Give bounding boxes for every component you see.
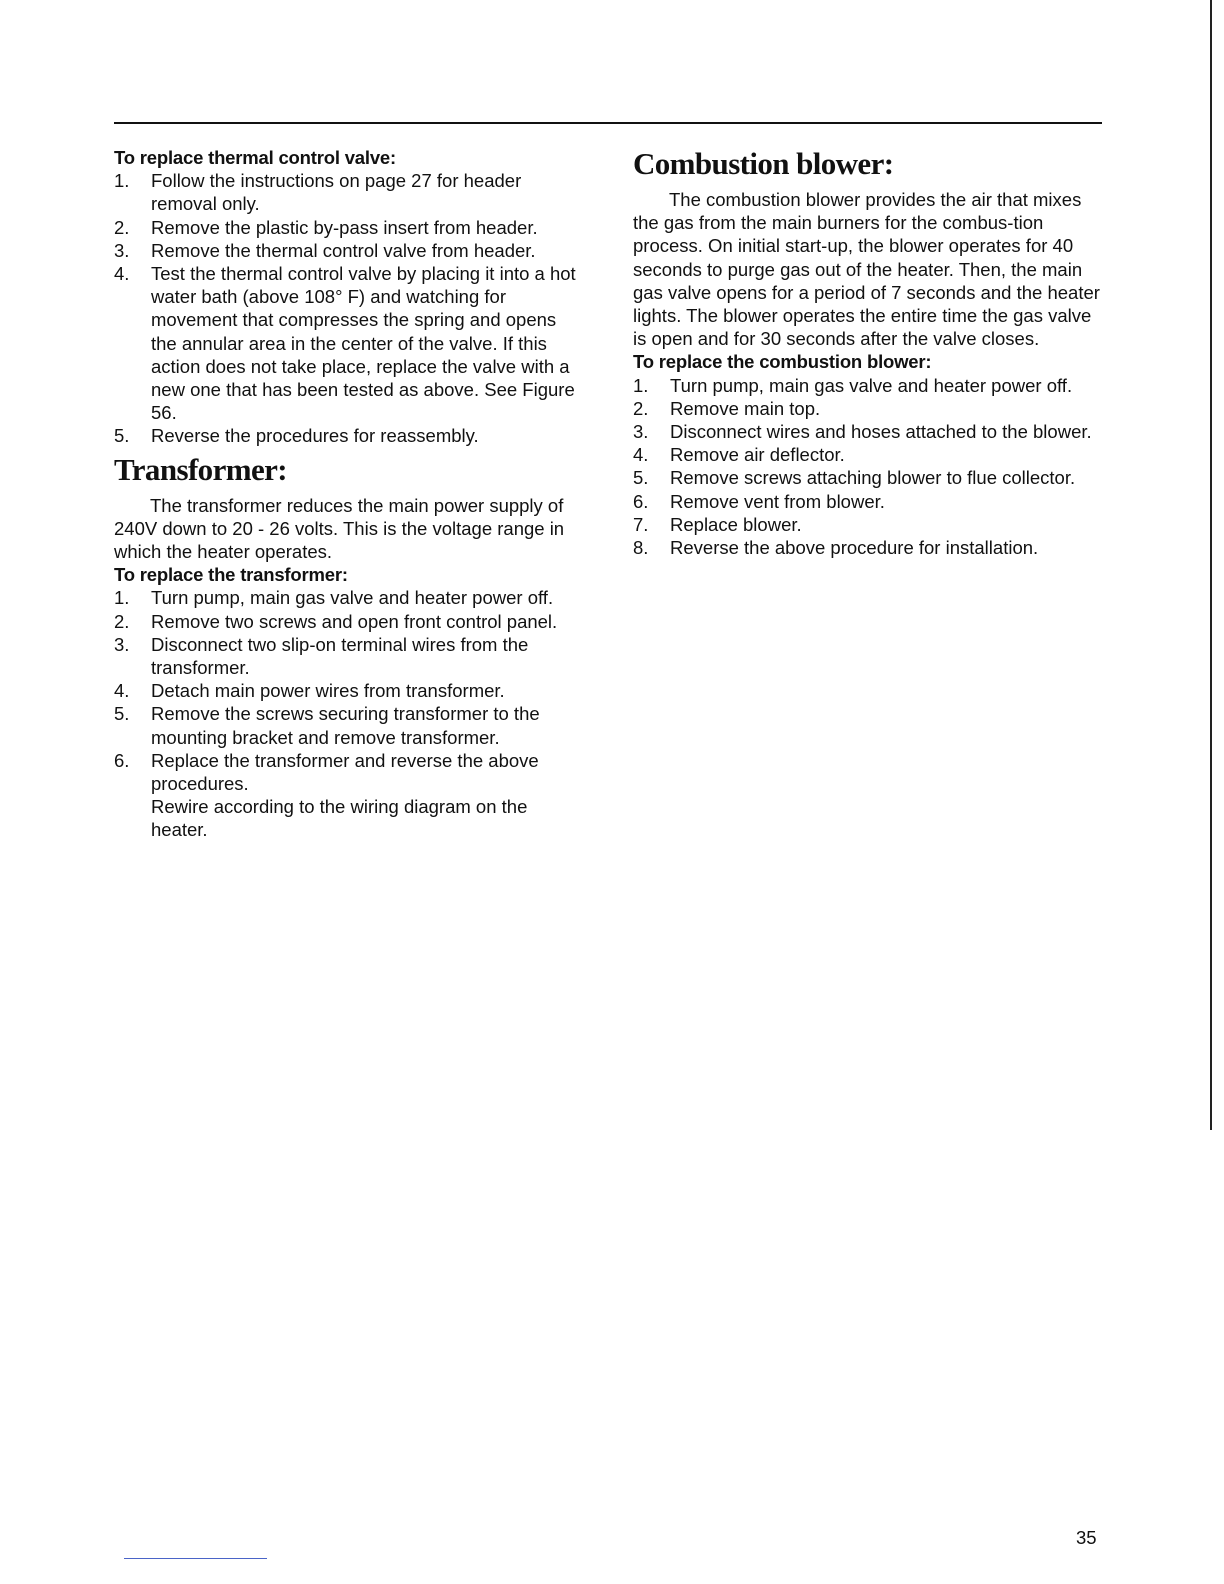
list-item — [114, 633, 584, 679]
step-text: Reverse the procedures for reassembly. — [151, 425, 479, 447]
step-number: 4. — [114, 680, 130, 702]
step-text: Remove main top. — [670, 397, 821, 419]
step-number: 7. — [633, 513, 649, 535]
step-text: Disconnect wires and hoses attached to the blower. — [670, 421, 1092, 443]
page-number: 35 — [1076, 1527, 1097, 1548]
blower-replace-heading: To replace the combustion blower: — [633, 351, 932, 373]
step-text: Detach main power wires from transformer. — [151, 680, 505, 702]
step-text: Test the thermal control valve by placing it into a hot water bath (above 108° F) and watching for movement that compresses the spring and opens the annular area in the center of the valve. If this action does not take place, replace the valve with a new one that has been tested as above. See Figure 56. — [151, 263, 576, 424]
step-text: Follow the instructions on page 27 for header removal only. — [151, 170, 522, 215]
transformer-section-title: Transformer: — [114, 451, 287, 487]
list-item — [633, 536, 1103, 559]
list-item — [633, 490, 1103, 513]
step-number: 3. — [114, 633, 130, 655]
step-number: 1. — [114, 587, 130, 609]
list-item — [114, 679, 584, 702]
list-item — [114, 216, 584, 239]
step-text: Remove air deflector. — [670, 444, 845, 466]
step-text: Remove the plastic by-pass insert from header. — [151, 216, 538, 238]
page-edge-line — [1210, 0, 1212, 1130]
step-text: Reverse the above procedure for installation. — [670, 537, 1039, 559]
valve-replace-heading: To replace thermal control valve: — [114, 147, 396, 168]
list-item — [633, 466, 1103, 489]
step-number: 3. — [114, 239, 130, 261]
step-number: 5. — [114, 425, 130, 447]
step-number: 3. — [633, 421, 649, 443]
list-item — [114, 239, 584, 262]
right-column — [633, 146, 1103, 559]
step-number: 5. — [633, 467, 649, 489]
list-item — [114, 424, 584, 447]
list-item — [114, 586, 584, 609]
step-text: Remove the thermal control valve from header. — [151, 239, 536, 261]
step-text: Replace the transformer and reverse the above procedures. — [151, 749, 539, 795]
step-number: 1. — [633, 374, 649, 396]
transformer-intro: The transformer reduces the main power supply of 240V down to 20 - 26 volts. This is the voltage range in which the heater operates. — [114, 494, 565, 563]
step-text: Remove the screws securing transformer to the mounting bracket and remove transformer. — [151, 703, 540, 748]
step-number: 2. — [114, 610, 130, 632]
list-item — [633, 397, 1103, 420]
header-rule — [114, 122, 1102, 124]
list-item — [114, 702, 584, 748]
step-text: Turn pump, main gas valve and heater power off. — [670, 374, 1073, 396]
step-number: 4. — [633, 444, 649, 466]
step-number: 8. — [633, 537, 649, 559]
left-column — [114, 146, 584, 842]
step-number: 1. — [114, 170, 130, 192]
step-number: 4. — [114, 263, 130, 285]
step-number: 6. — [633, 490, 649, 512]
step-text: Disconnect two slip-on terminal wires from the transformer. — [151, 633, 529, 679]
transformer-steps-list — [114, 586, 584, 795]
list-item — [114, 610, 584, 633]
blower-intro: The combustion blower provides the air that mixes the gas from the main burners for the combus-tion process. On initial start-up, the blower operates for 40 seconds to purge gas out of the heater. Then, the main gas valve opens for a period of 7 seconds and the heater lights. The blower operates the entire time the gas valve is open and for 30 seconds after the valve closes. — [633, 189, 1100, 350]
step-text: Remove screws attaching blower to flue collector. — [670, 467, 1076, 489]
step-text: Replace blower. — [670, 513, 802, 535]
step-number: 2. — [633, 397, 649, 419]
step-number: 5. — [114, 703, 130, 725]
valve-steps-list — [114, 169, 584, 447]
blower-section-title: Combustion blower: — [633, 146, 894, 181]
blower-steps-list — [633, 374, 1103, 560]
rewire-note: Rewire according to the wiring diagram on the heater. — [151, 796, 528, 841]
step-text: Turn pump, main gas valve and heater power off. — [151, 587, 554, 609]
list-item — [114, 749, 584, 795]
transformer-replace-heading: To replace the transformer: — [114, 564, 348, 586]
step-text: Remove vent from blower. — [670, 490, 885, 512]
footer-line — [124, 1558, 267, 1559]
list-item — [114, 169, 584, 215]
list-item — [633, 420, 1103, 443]
list-item — [633, 513, 1103, 536]
list-item — [114, 262, 584, 424]
step-number: 6. — [114, 749, 130, 771]
step-number: 2. — [114, 216, 130, 238]
list-item — [633, 374, 1103, 397]
step-text: Remove two screws and open front control panel. — [151, 610, 558, 632]
list-item — [633, 443, 1103, 466]
